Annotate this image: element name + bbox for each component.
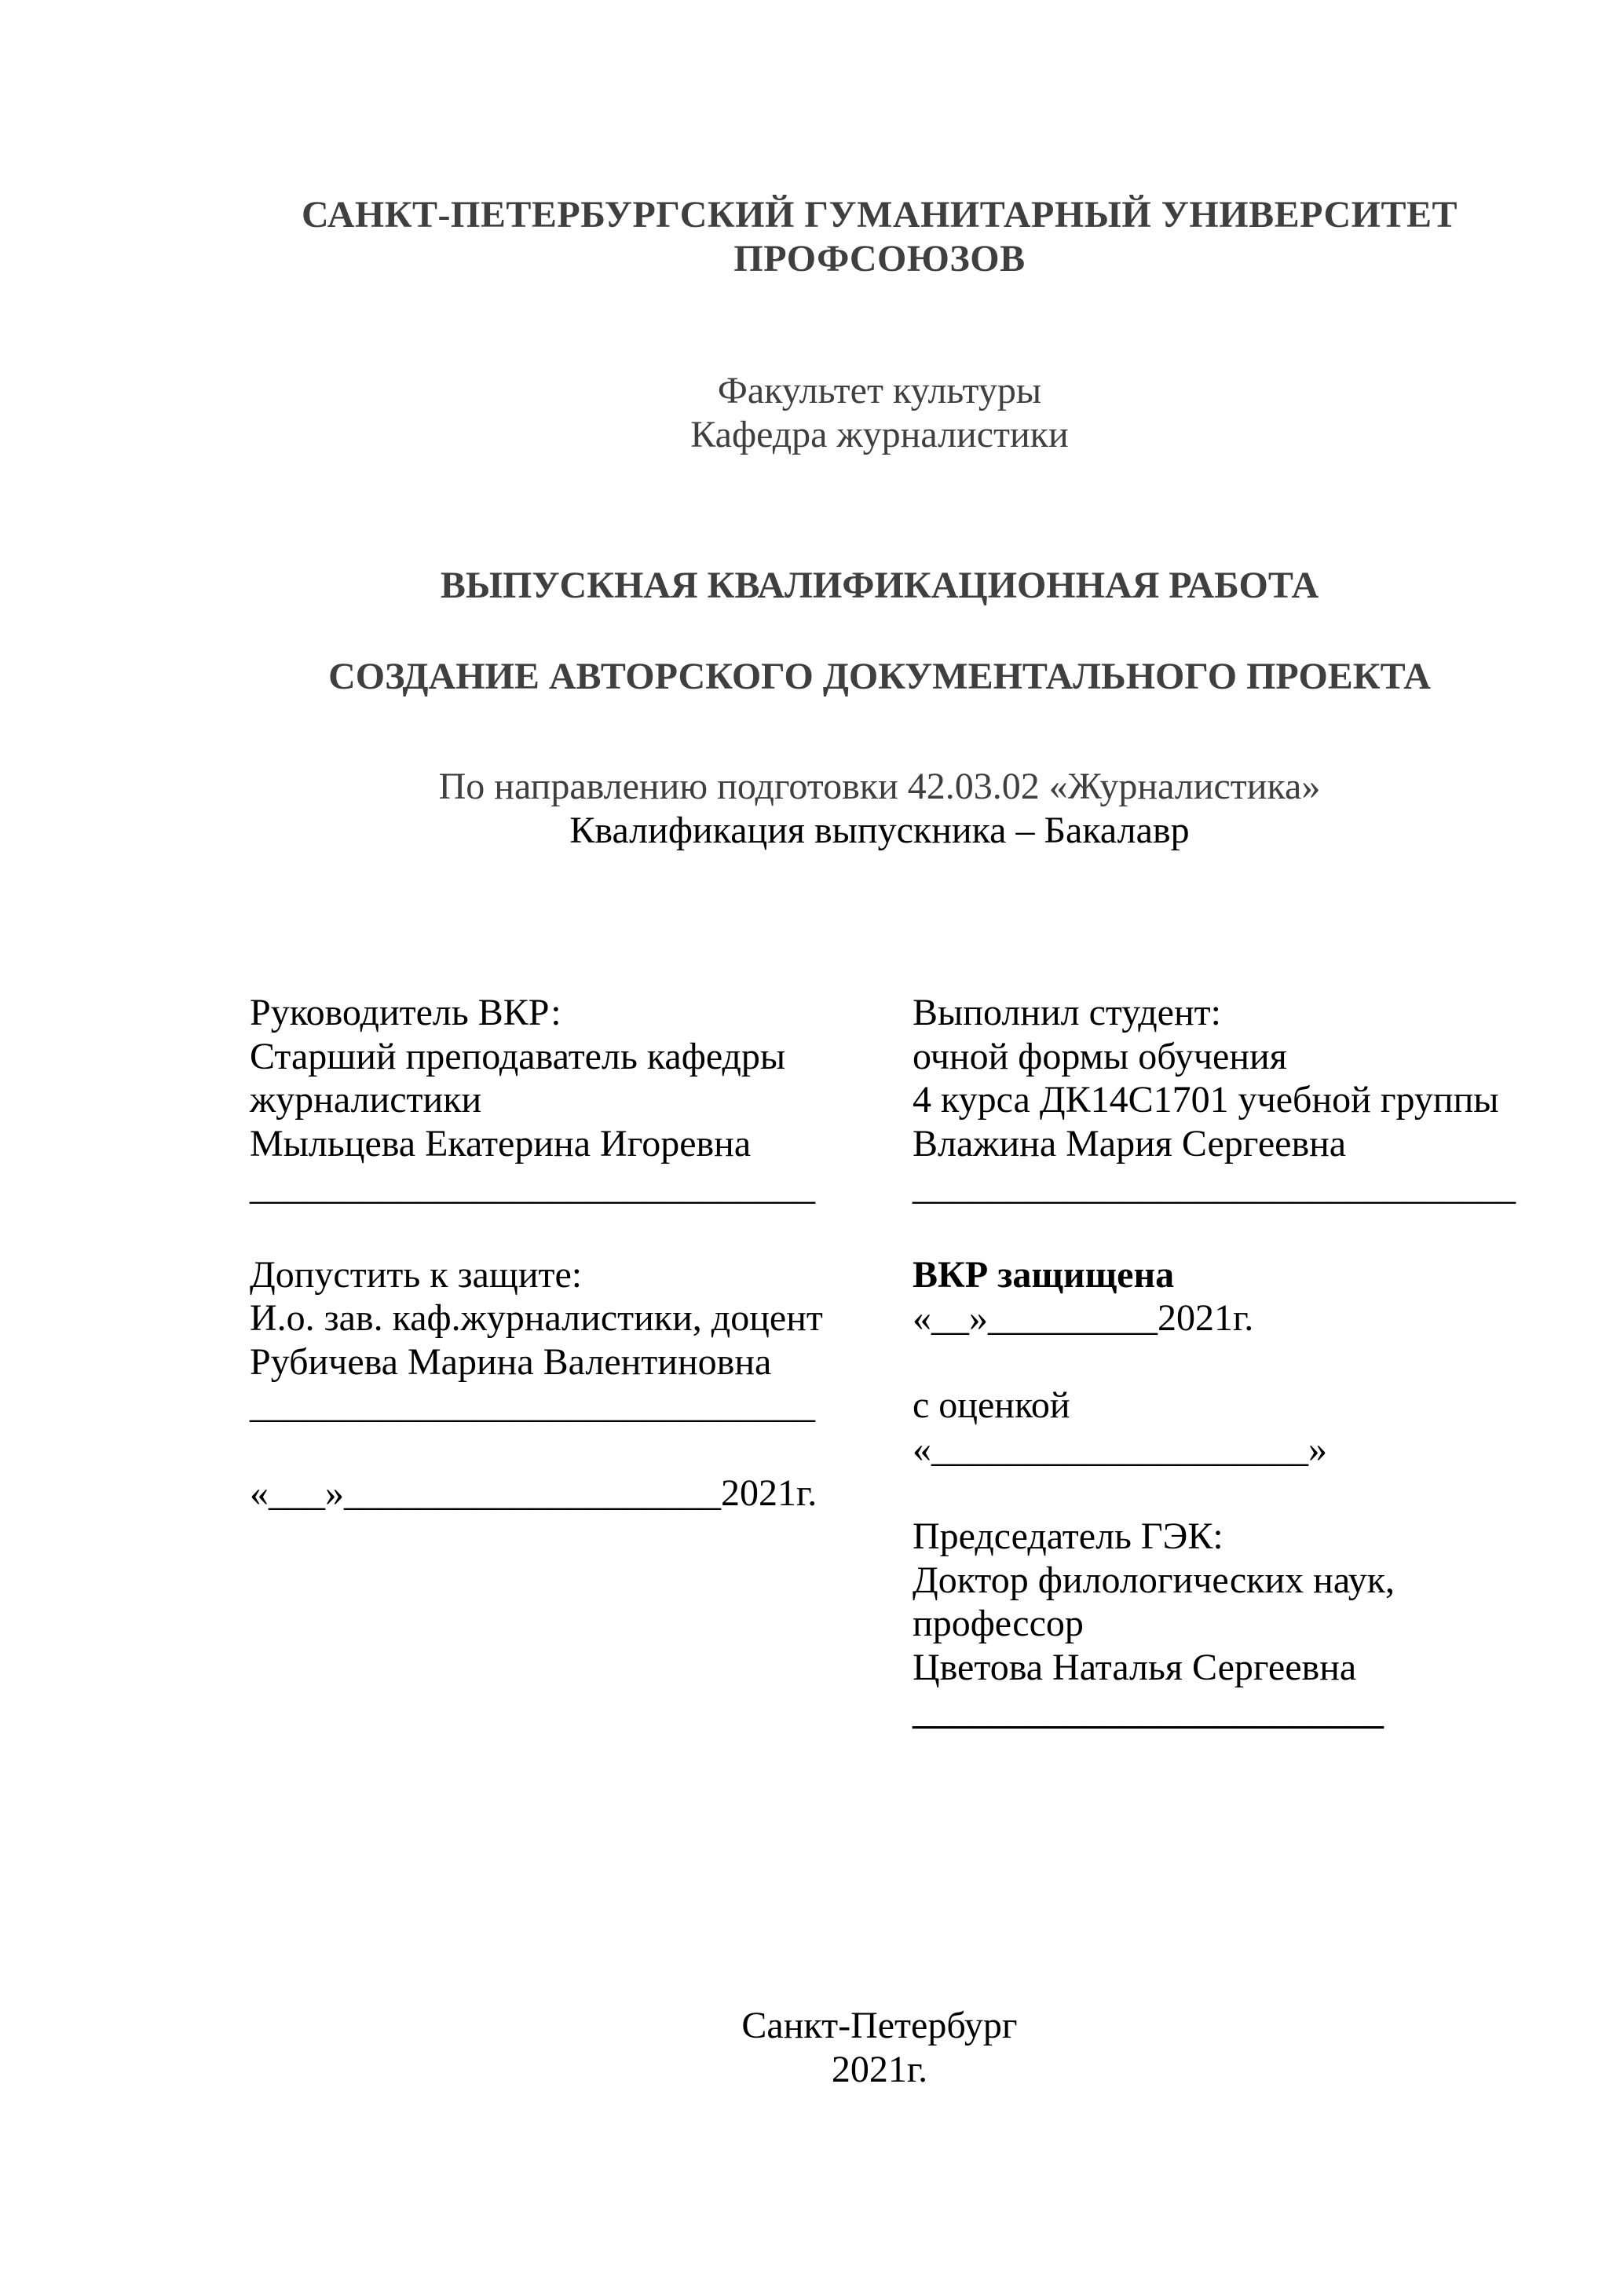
admit-signature-line: ______________________________ [250, 1384, 815, 1427]
footer-year: 2021г. [831, 2048, 928, 2090]
chairman-signature-line: _________________________ [913, 1690, 1384, 1732]
supervisor-heading: Руководитель ВКР: [250, 992, 561, 1033]
university-name-line1: САНКТ-ПЕТЕРБУРГСКИЙ ГУМАНИТАРНЫЙ УНИВЕРСИТЕТ [301, 194, 1458, 236]
footer-city: Санкт-Петербург [741, 2005, 1018, 2046]
admit-heading: Допустить к защите: [250, 1253, 583, 1296]
supervisor-position-2: журналистики [250, 1079, 482, 1121]
spacer [913, 1340, 1588, 1384]
supervisor-position-1: Старший преподаватель кафедры [250, 1035, 786, 1077]
footer-block [243, 2004, 1516, 2091]
spacer [913, 1472, 1588, 1515]
program-block [243, 765, 1516, 852]
admit-name: Рубичева Марина Валентиновна [250, 1340, 772, 1383]
student-study-form: очной формы обучения [913, 1035, 1287, 1077]
chairman-title: профессор [913, 1603, 1084, 1645]
university-name-line2: ПРОФСОЮЗОВ [733, 237, 1026, 280]
student-name: Влажина Мария Сергеевна [913, 1122, 1347, 1164]
grade-blank-line: «____________________» [913, 1428, 1327, 1470]
faculty-name: Факультет культуры [717, 370, 1042, 411]
program-direction: По направлению подготовки 42.03.02 «Журналистика» [438, 766, 1321, 807]
work-title-text: СОЗДАНИЕ АВТОРСКОГО ДОКУМЕНТАЛЬНОГО ПРОЕКТА [328, 656, 1431, 697]
department-name: Кафедра журналистики [690, 413, 1069, 455]
supervisor-name: Мыльцева Екатерина Игоревна [250, 1122, 752, 1164]
spacer [250, 1428, 925, 1472]
chairman-degree: Доктор филологических наук, [913, 1559, 1395, 1601]
work-type-text: ВЫПУСКНАЯ КВАЛИФИКАЦИОННАЯ РАБОТА [440, 565, 1319, 606]
work-type-heading [243, 564, 1516, 608]
defended-date-line: «__»_________2021г. [913, 1297, 1254, 1340]
spacer [913, 1209, 1588, 1253]
admit-date-line: «___»____________________2021г. [250, 1472, 817, 1514]
spacer [250, 1209, 925, 1253]
student-group: 4 курса ДК14С1701 учебной группы [913, 1079, 1499, 1121]
grade-label: с оценкой [913, 1384, 1070, 1427]
chairman-heading: Председатель ГЭК: [913, 1515, 1223, 1558]
university-header [243, 193, 1516, 280]
qualification-line: Квалификация выпускника – Бакалавр [569, 809, 1190, 851]
defended-heading: ВКР защищена [913, 1253, 1175, 1296]
student-column [913, 991, 1588, 1733]
student-heading: Выполнил студент: [913, 992, 1221, 1033]
faculty-block [243, 369, 1516, 456]
chairman-name: Цветова Наталья Сергеевна [913, 1646, 1357, 1688]
student-signature-line: ________________________________ [913, 1166, 1516, 1208]
supervisor-column [250, 991, 925, 1515]
admit-position: И.о. зав. каф.журналистики, доцент [250, 1297, 823, 1340]
work-title-heading [243, 655, 1516, 699]
supervisor-signature-line: ______________________________ [250, 1166, 815, 1208]
